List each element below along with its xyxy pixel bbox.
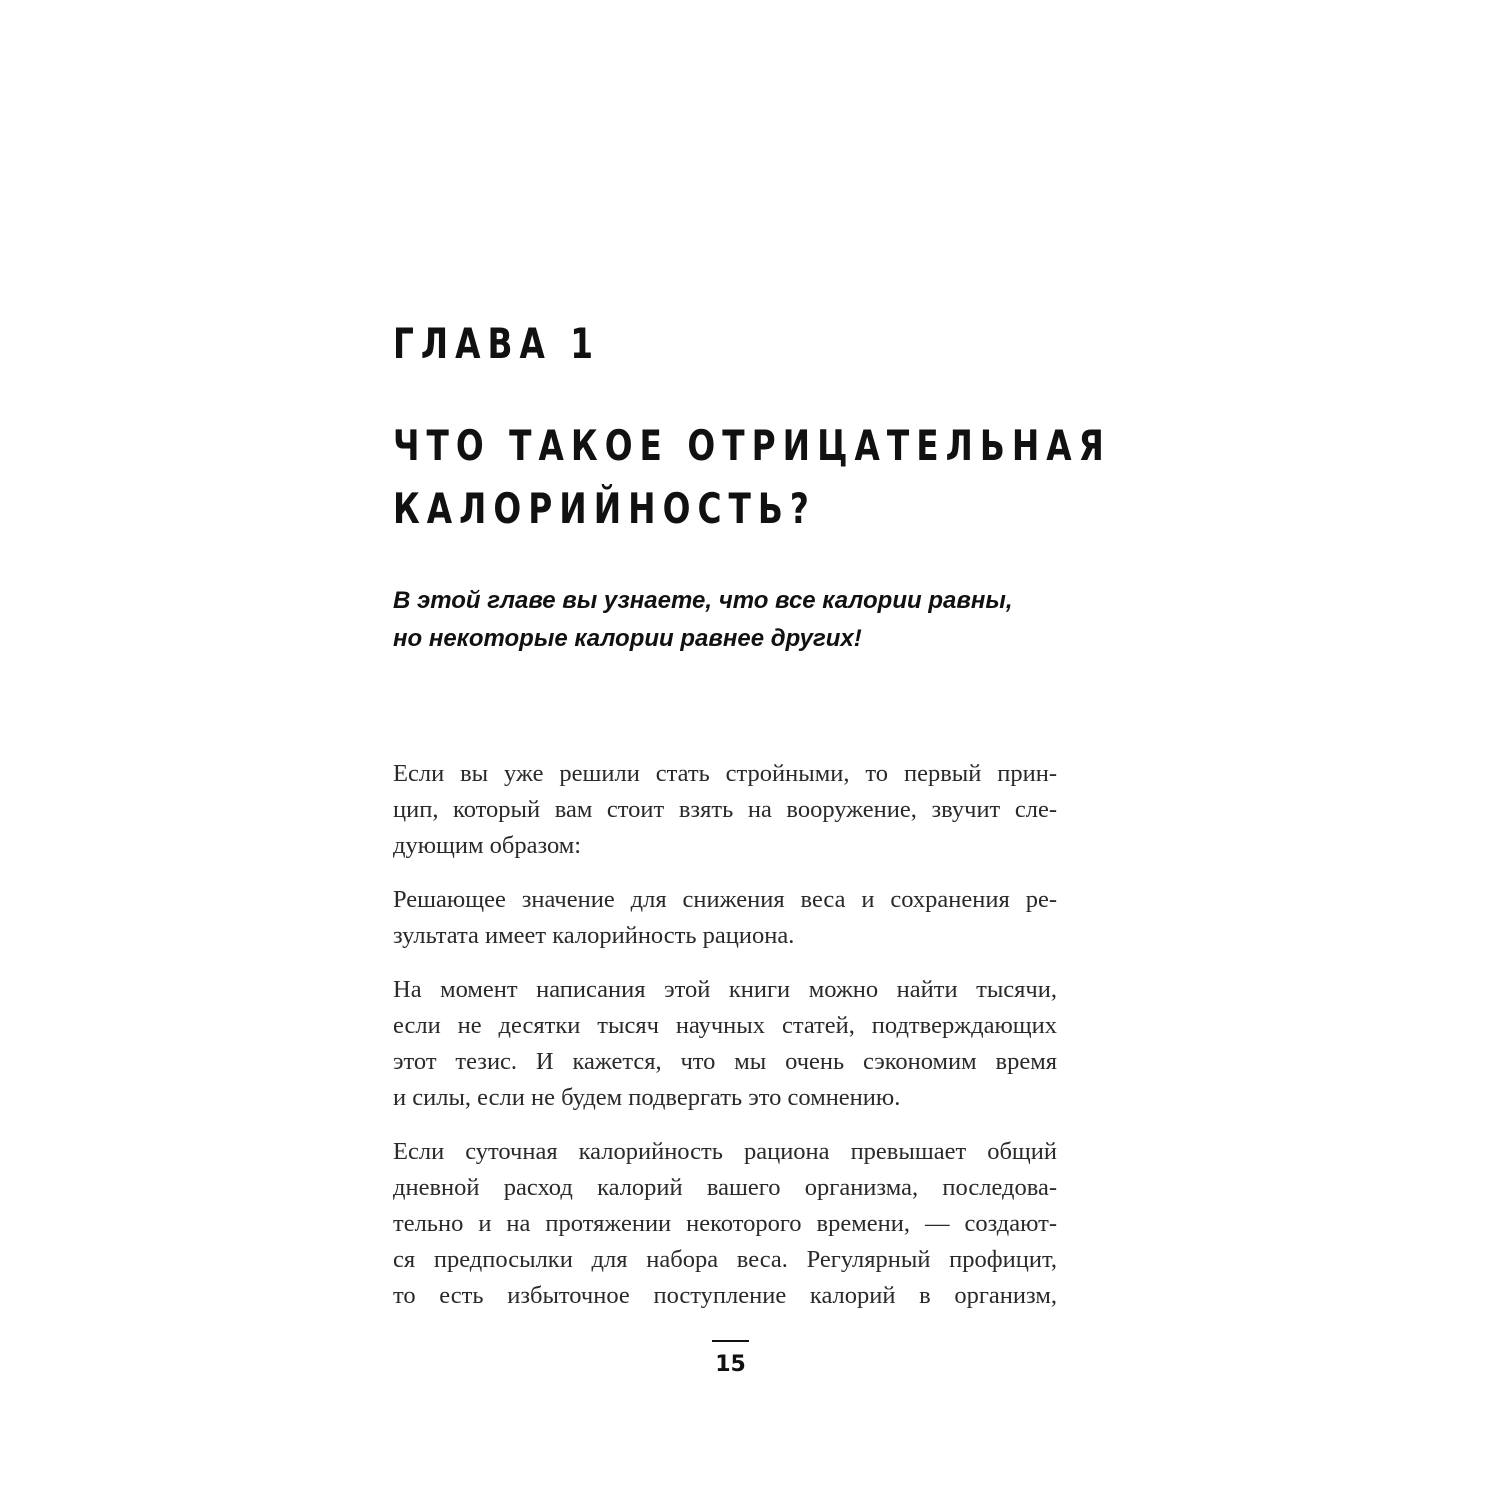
chapter-title-line: КАЛОРИЙНОСТЬ? (393, 484, 816, 533)
chapter-label: ГЛАВА 1 (393, 319, 601, 368)
text-line: если не десятки тысяч научных статей, подтверждающих (393, 1012, 1057, 1039)
chapter-title (393, 414, 1111, 540)
text-line: дневной расход калорий вашего организма, последова- (393, 1174, 1057, 1201)
paragraph (393, 882, 1057, 954)
text-line: то есть избыточное поступление калорий в организм, (393, 1282, 1057, 1309)
body-text (393, 756, 1057, 1332)
text-line: зультата имеет калорийность рациона. (393, 922, 795, 949)
text-line: ся предпосылки для набора веса. Регулярный профицит, (393, 1246, 1057, 1273)
text-line: дующим образом: (393, 832, 582, 859)
text-line: и силы, если не будем подвергать это сомнению. (393, 1084, 901, 1111)
page-number-rule (712, 1340, 749, 1342)
paragraph (393, 1134, 1057, 1314)
chapter-lead (393, 582, 1013, 658)
text-line: тельно и на протяжении некоторого времени, — создают- (393, 1210, 1057, 1237)
paragraph (393, 756, 1057, 864)
text-line: На момент написания этой книги можно найти тысячи, (393, 976, 1057, 1003)
lead-line: В этой главе вы узнаете, что все калории равны, (393, 587, 1013, 614)
text-line: Если вы уже решили стать стройными, то первый прин- (393, 760, 1057, 787)
text-line: цип, который вам стоит взять на вооружение, звучит сле- (393, 796, 1057, 823)
text-line: Решающее значение для снижения веса и сохранения ре- (393, 886, 1057, 913)
text-line: этот тезис. И кажется, что мы очень сэкономим время (393, 1048, 1057, 1075)
paragraph (393, 972, 1057, 1116)
text-line: Если суточная калорийность рациона превышает общий (393, 1138, 1057, 1165)
page-number: 15 (715, 1352, 746, 1377)
lead-line: но некоторые калории равнее других! (393, 625, 862, 652)
chapter-title-line: ЧТО ТАКОЕ ОТРИЦАТЕЛЬНАЯ (393, 421, 1111, 470)
